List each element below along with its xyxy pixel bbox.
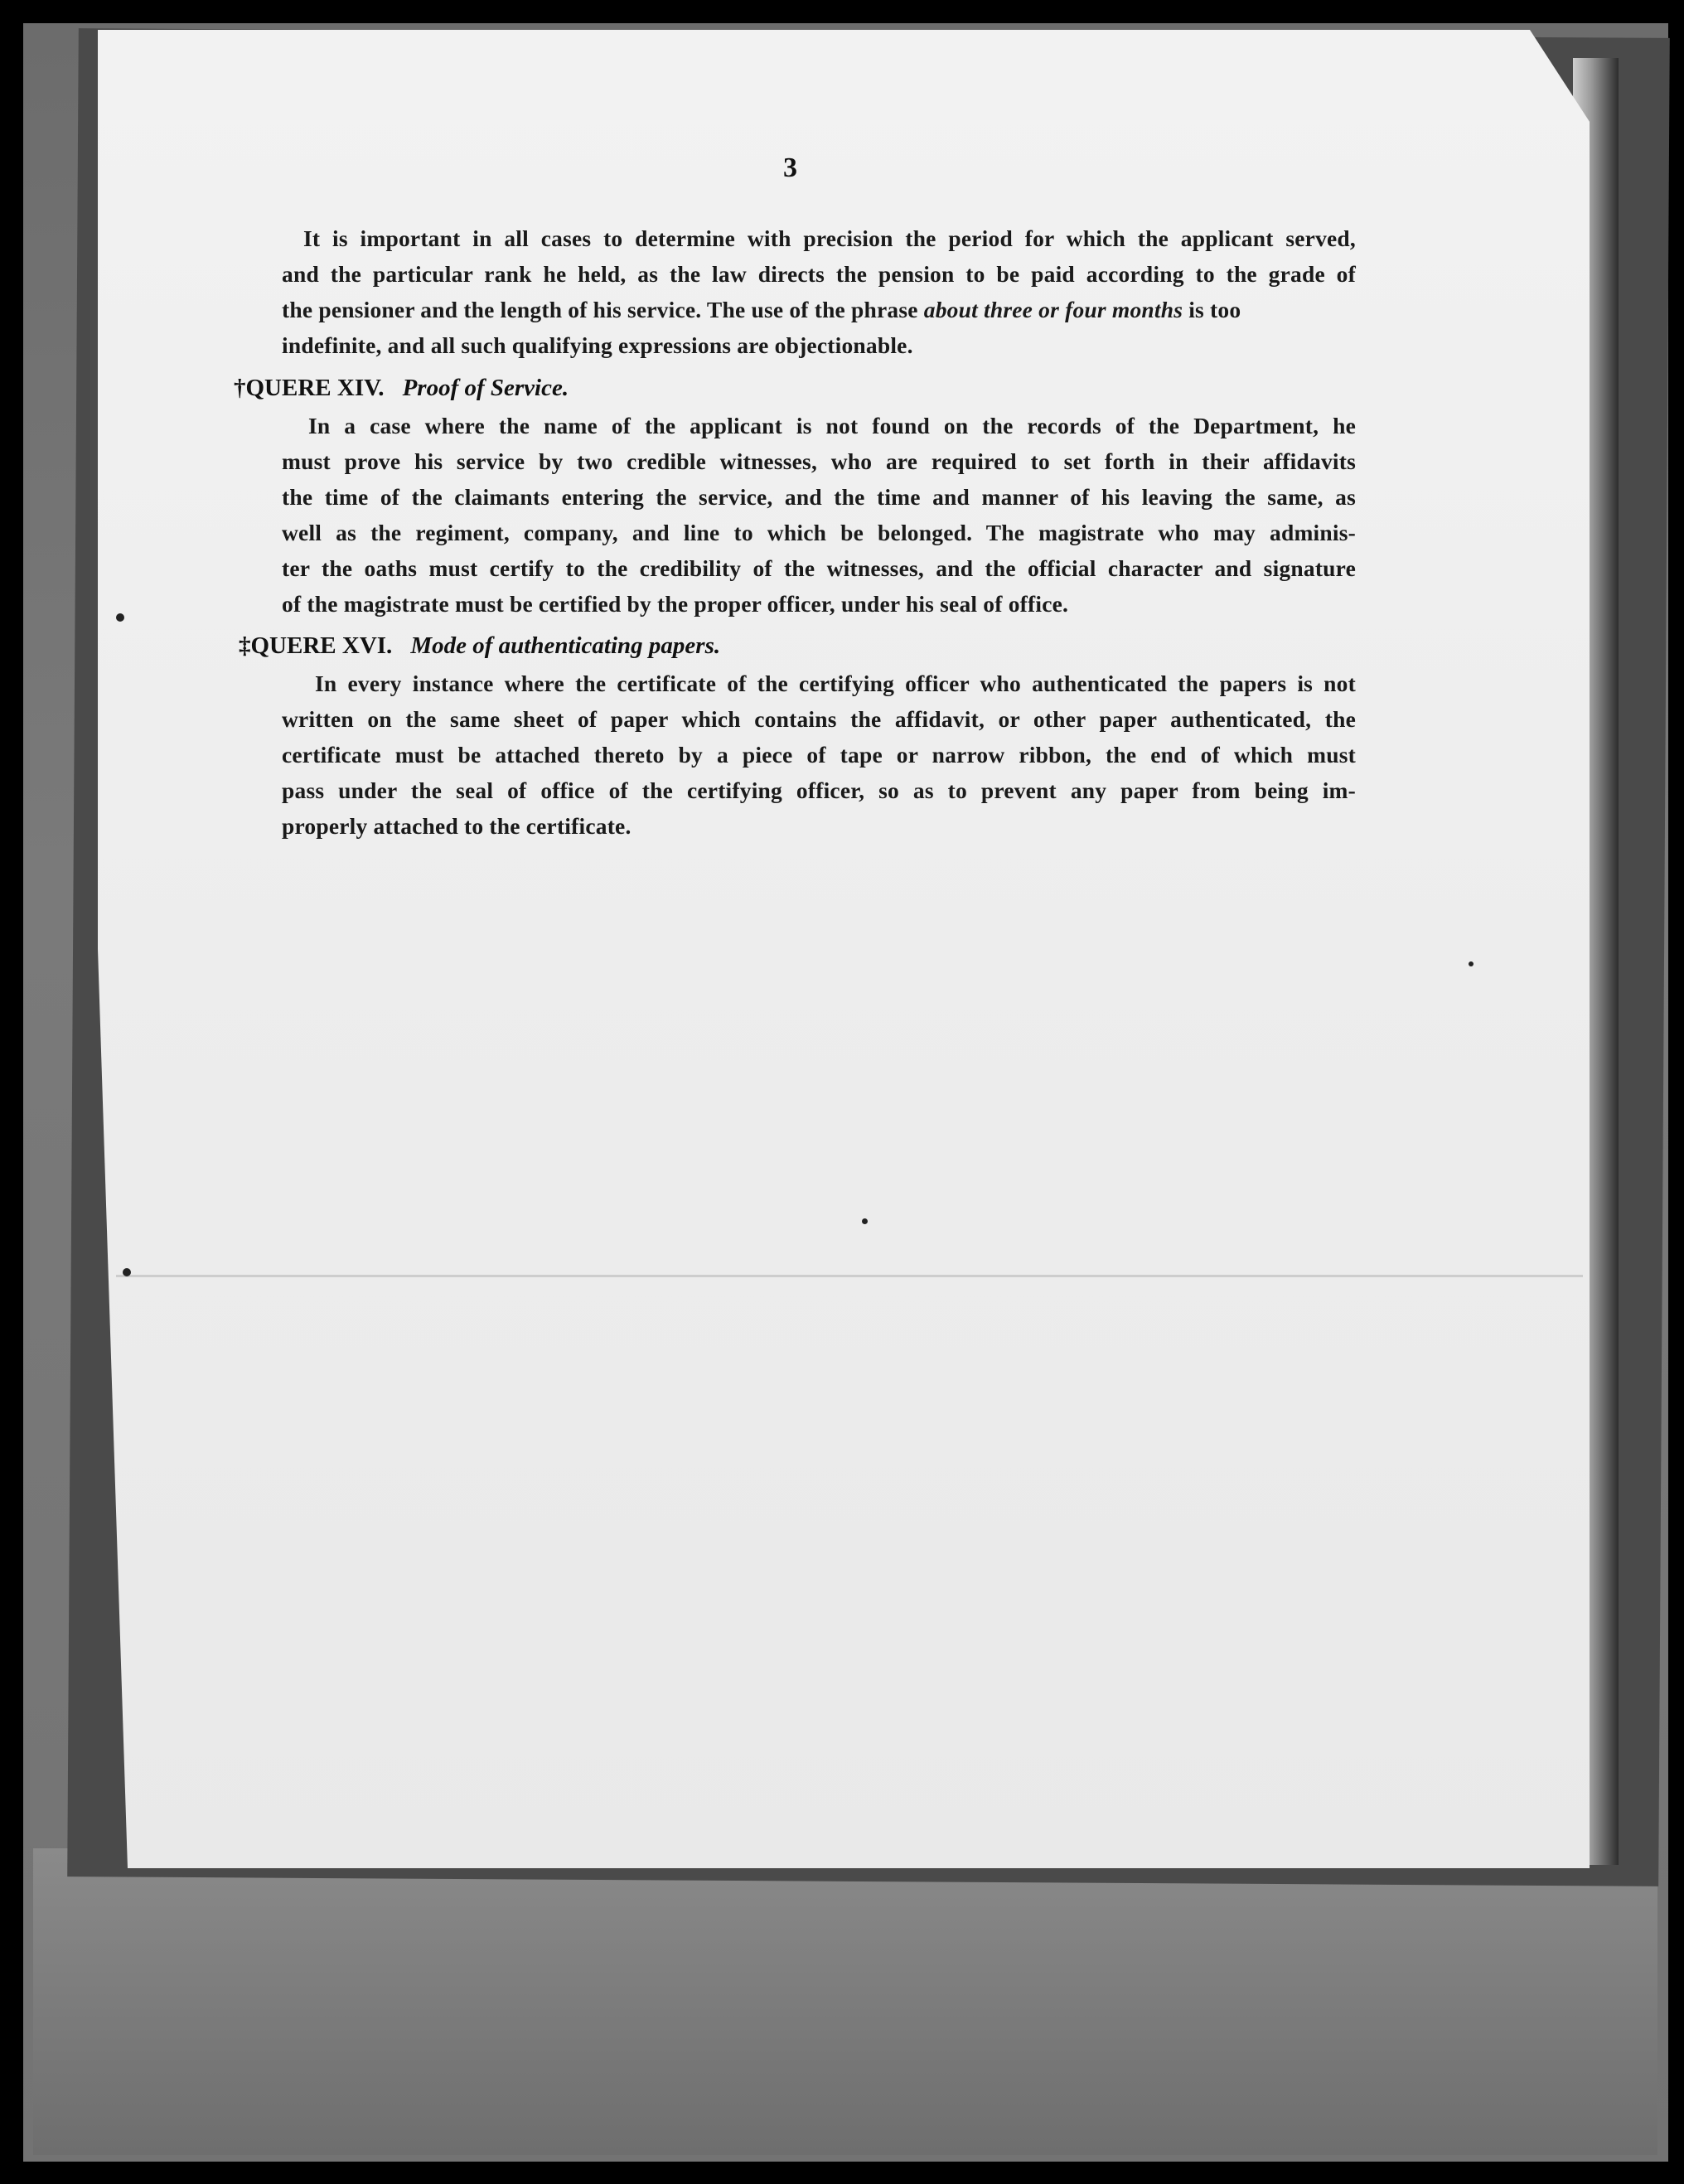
text-line: pass under the seal of office of the certifying officer, so as to prevent any paper from being im- [282, 777, 1356, 803]
text-line: indefinite, and all such qualifying expressions are objectionable. [282, 332, 913, 358]
italic-phrase: about three or four months [923, 297, 1183, 322]
heading-label: †QUERE XIV. [234, 375, 385, 401]
text-line: properly attached to the certificate. [282, 813, 632, 839]
text-line: certificate must be attached thereto by a piece of tape or narrow ribbon, the end of which must [282, 742, 1356, 768]
scan-background-lower [33, 1848, 1657, 2155]
text-line: written on the same sheet of paper which contains the affidavit, or other paper authenticated, the [282, 706, 1356, 732]
text-line: ter the oaths must certify to the credibility of the witnesses, and the official character and signature [282, 555, 1356, 581]
speck [862, 1218, 868, 1224]
text-line: the time of the claimants entering the service, and the time and manner of his leaving the same, as [282, 484, 1356, 510]
heading-subtitle: Mode of authenticating papers. [410, 632, 721, 659]
text-line: must prove his service by two credible witnesses, who are required to set forth in their affidavits [282, 448, 1356, 474]
text-line: In every instance where the certificate of the certifying officer who authenticated the papers is not [315, 671, 1356, 696]
page-number: 3 [783, 153, 797, 183]
speck [1469, 961, 1474, 966]
section-heading-query-16 [239, 632, 720, 660]
text-line: It is important in all cases to determine with precision the period for which the applicant served, [303, 225, 1356, 251]
heading-subtitle: Proof of Service. [402, 375, 569, 401]
text-line [282, 293, 1356, 327]
margin-mark [123, 1268, 131, 1276]
text-segment: is too [1188, 297, 1241, 322]
section-heading-query-14 [234, 375, 569, 402]
margin-mark [116, 613, 124, 622]
text-line: of the magistrate must be certified by the proper officer, under his seal of office. [282, 591, 1069, 617]
text-line: In a case where the name of the applicant is not found on the records of the Department, he [308, 413, 1356, 438]
text-segment: the pensioner and the length of his service. The use of the phrase [282, 297, 918, 322]
heading-label: ‡QUERE XVI. [239, 632, 393, 659]
text-line: well as the regiment, company, and line to which be belonged. The magistrate who may adminis- [282, 520, 1356, 545]
page-fold [116, 1275, 1583, 1277]
text-line: and the particular rank he held, as the law directs the pension to be paid according to the grade of [282, 261, 1356, 287]
